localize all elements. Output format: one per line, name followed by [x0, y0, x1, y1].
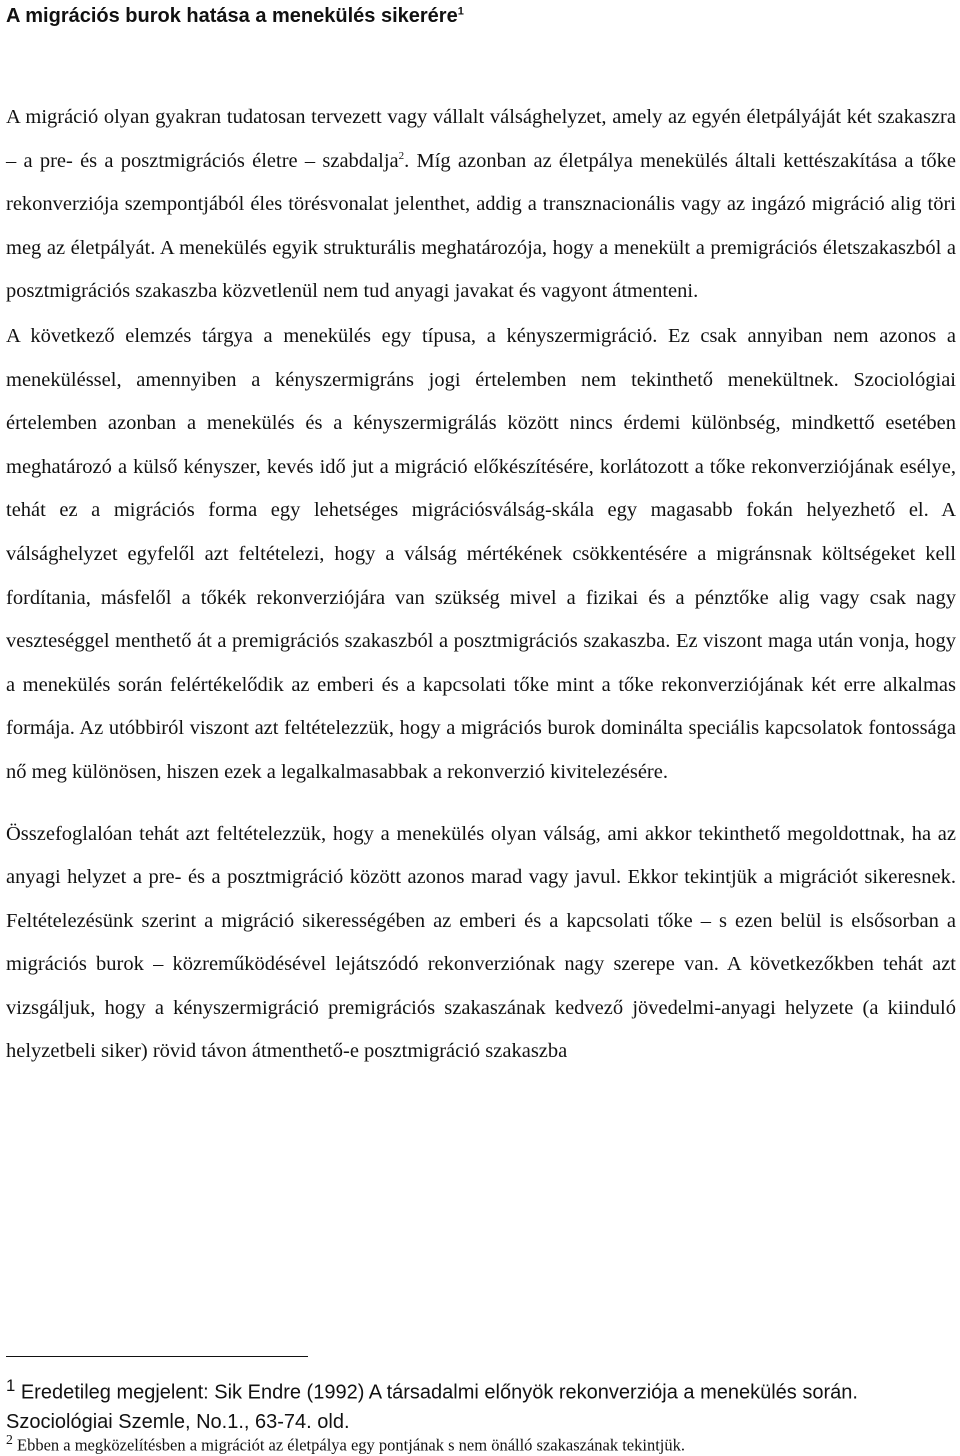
footnote-separator	[6, 1356, 308, 1357]
document-page	[6, 0, 956, 1455]
paragraph-1-footnote-ref[interactable]: 2	[398, 149, 405, 162]
paragraph-2: A következő elemzés tárgya a menekülés egy típusa, a kényszermigráció. Ez csak annyiban nem azonos a meneküléssel, amennyiben a kényszermigráns jogi értelemben nem tekinthető menekültnek. Szociológiai értelemben azonban a menekülés és a kényszermigrálás között nincs érdemi különbség, mindkettő esetében meghatározó a külső kényszer, kevés idő jut a migráció előkészítésére, korlátozott a tőke rekonverziójának esélye, tehát ez a migrációs forma egy lehetséges migrációsválság-skála egy magasabb fokán helyezhető el. A válsághelyzet egyfelől azt feltételezi, hogy a válság mértékének csökkentésére a migránsnak költségeket kell fordítania, másfelől a tőkék rekonverziójára van szükség mivel a fizikai és a pénztőke alig vagy csak nagy veszteséggel menthető át a premigrációs szakaszból a posztmigrációs szakaszba. Ez viszont maga után vonja, hogy a menekülés során felértékelődik az emberi és a kapcsolati tőke mint a tőke rekonverziójának két erre alkalmas formája. Az utóbbiról viszont azt feltételezzük, hogy a migrációs burok dominálta speciális kapcsolatok fontossága nő meg különösen, hiszen ezek a legalkalmasabbak a rekonverzió kivitelezésére.	[6, 324, 956, 783]
article-title-text: A migrációs burok hatása a menekülés sikerére	[6, 5, 458, 27]
footnote-2-text: Ebben a megközelítésben a migrációt az életpálya egy pontjának s nem önálló szakaszának tekintjük.	[12, 1435, 686, 1455]
footnote-1-marker: 1	[6, 1376, 16, 1395]
footnote-2-marker: 2	[6, 1432, 13, 1447]
footnote-1	[6, 1371, 956, 1437]
article-title	[6, 0, 956, 28]
paragraph-1-part1: A migráció olyan gyakran tudatosan tervezett vagy vállalt válsághelyzet, amely az egyén életpályáját két szakaszra – a pre- és a posztmigrációs életre – szabdalja	[6, 106, 956, 172]
paragraph-1	[6, 96, 956, 314]
paragraph-1-part2: . Míg azonban az életpálya menekülés általi kettészakítása a tőke rekonverziója szempontjából éles törésvonalat jelenthet, addig a transznacionális vagy az ingázó migráció alig töri meg az életpályát. A menekülés egyik strukturális meghatározója, hogy a menekült a premigrációs életszakaszból a posztmigrációs szakaszba közvetlenül nem tud anyagi javakat és vagyont átmenteni.	[6, 149, 956, 303]
footnote-1-text: Eredetileg megjelent: Sik Endre (1992) A társadalmi előnyök rekonverziója a menekülés során. Szociológiai Szemle, No.1., 63-74. old.	[6, 1381, 858, 1433]
paragraph-3: Összefoglalóan tehát azt feltételezzük, hogy a menekülés olyan válság, ami akkor tekinthető megoldottnak, ha az anyagi helyzet a pre- és a posztmigráció között azonos marad vagy javul. Ekkor tekintjük a migrációt sikeresnek. Feltételezésünk szerint a migráció sikerességében az emberi és a kapcsolati tőke – s ezen belül is elsősorban a migrációs burok – közreműködésével lejátszódó rekonverziónak nagy szerepe van. A következőkben tehát azt vizsgáljuk, hogy a kényszermigráció premigrációs szakaszának kedvező jövedelmi-anyagi helyzete (a kiinduló helyzetbeli siker) rövid távon átmenthető-e posztmigráció szakaszba	[6, 822, 956, 1063]
title-footnote-ref[interactable]: 1	[457, 5, 464, 18]
